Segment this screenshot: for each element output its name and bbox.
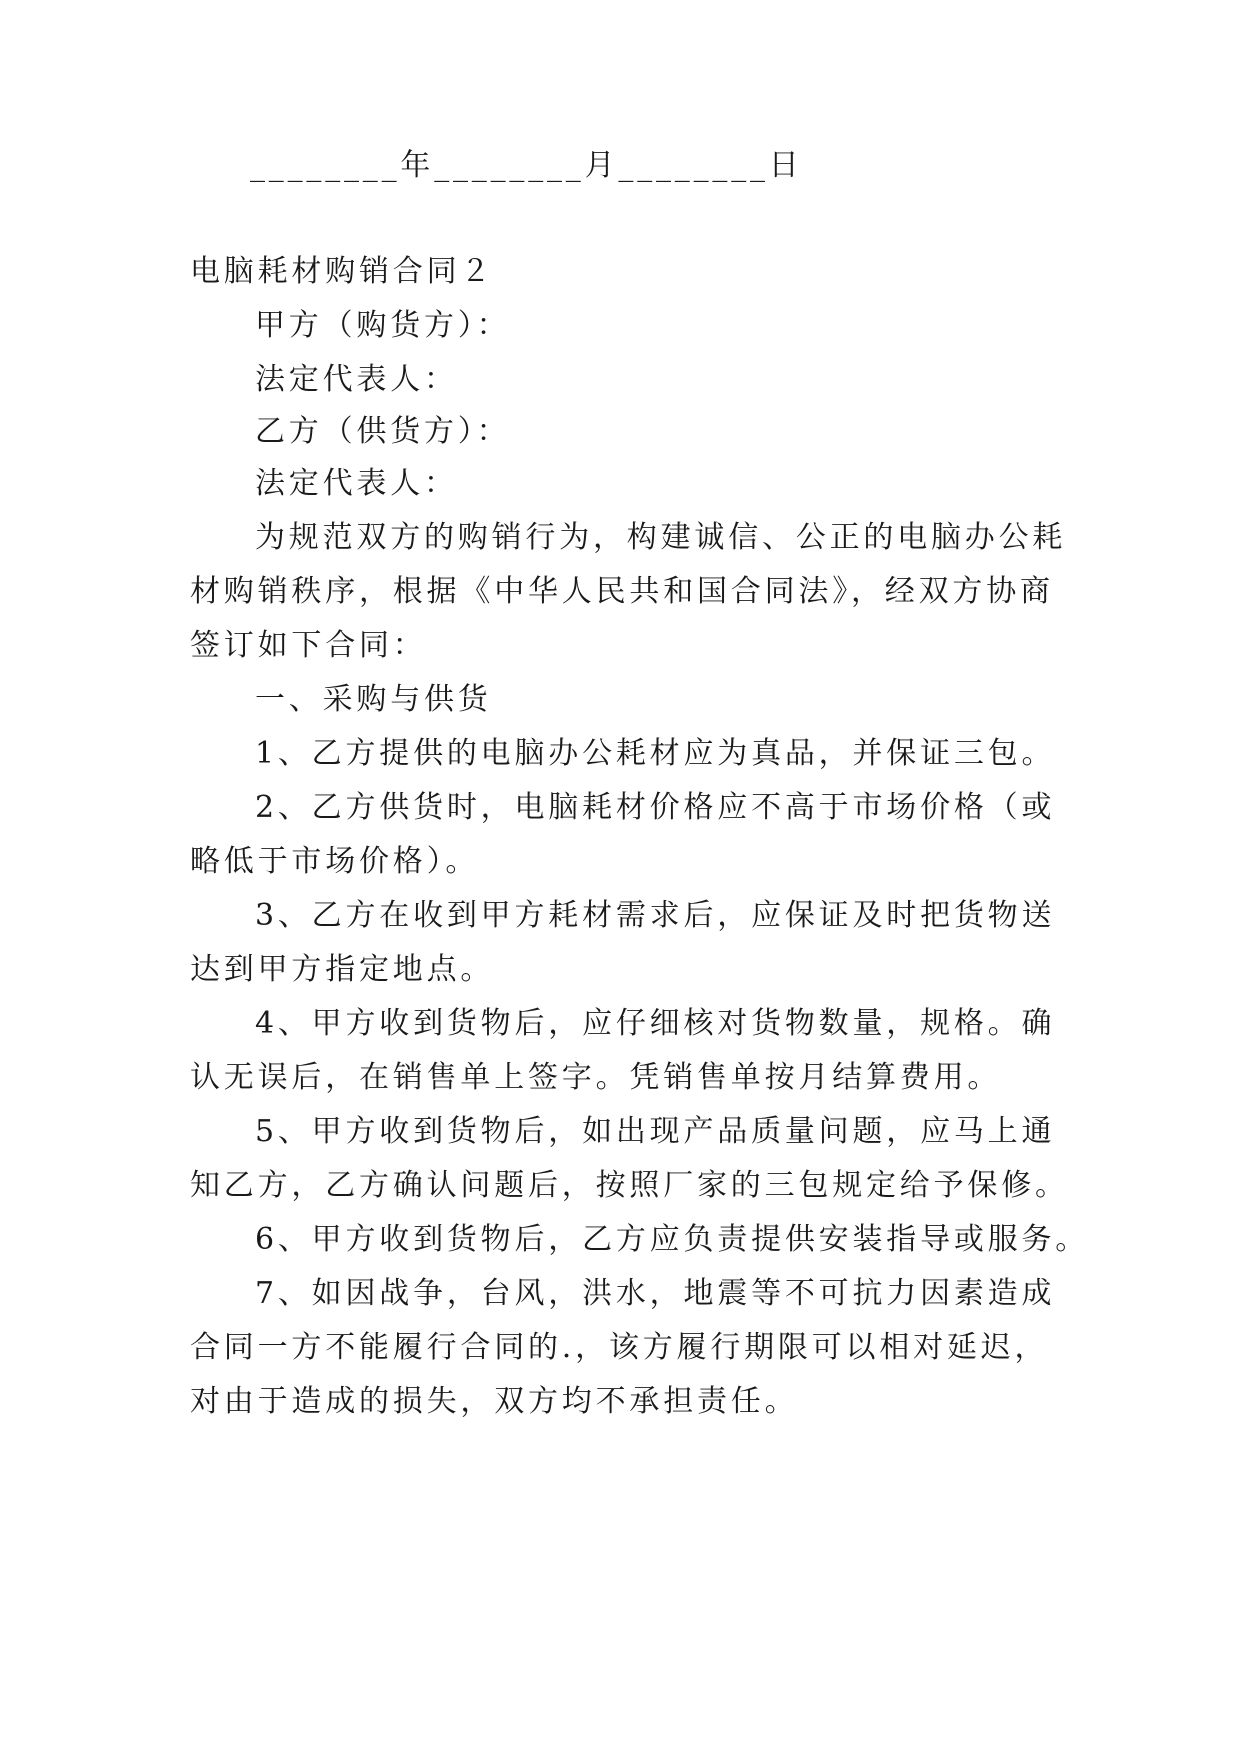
clause-1: 1、乙方提供的电脑办公耗材应为真品，并保证三包。 bbox=[255, 736, 1056, 771]
clause-3-continued: 达到甲方指定地点。 bbox=[190, 952, 495, 987]
party-b-representative-label: 法定代表人： bbox=[255, 466, 458, 501]
clause-7: 7、如因战争，台风，洪水，地震等不可抗力因素造成 bbox=[255, 1276, 1056, 1311]
section-heading: 一、采购与供货 bbox=[255, 682, 492, 717]
clause-4: 4、甲方收到货物后，应仔细核对货物数量，规格。确 bbox=[255, 1006, 1056, 1041]
date-line: ________年________月________日 bbox=[250, 148, 803, 183]
document-title: 电脑耗材购销合同２ bbox=[190, 254, 495, 289]
clause-7-continued: 对由于造成的损失，双方均不承担责任。 bbox=[190, 1384, 799, 1419]
preamble-line: 签订如下合同： bbox=[190, 628, 427, 663]
clause-5: 5、甲方收到货物后，如出现产品质量问题，应马上通 bbox=[255, 1114, 1056, 1149]
party-a-representative-label: 法定代表人： bbox=[255, 362, 458, 397]
party-b-label: 乙方（供货方）： bbox=[255, 414, 511, 449]
clause-5-continued: 知乙方，乙方确认问题后，按照厂家的三包规定给予保修。 bbox=[190, 1168, 1069, 1203]
clause-7-continued: 合同一方不能履行合同的.，该方履行期限可以相对延迟， bbox=[190, 1330, 1049, 1365]
clause-2-continued: 略低于市场价格）。 bbox=[190, 844, 480, 879]
preamble-line: 为规范双方的购销行为，构建诚信、公正的电脑办公耗 bbox=[255, 520, 1067, 555]
clause-4-continued: 认无误后，在销售单上签字。凭销售单按月结算费用。 bbox=[190, 1060, 1002, 1095]
clause-6: 6、甲方收到货物后，乙方应负责提供安装指导或服务。 bbox=[255, 1222, 1090, 1257]
party-a-label: 甲方（购货方）： bbox=[255, 308, 511, 343]
preamble-line: 材购销秩序，根据《中华人民共和国合同法》，经双方协商 bbox=[190, 574, 1054, 609]
clause-2: 2、乙方供货时，电脑耗材价格应不高于市场价格（或 bbox=[255, 790, 1056, 825]
clause-3: 3、乙方在收到甲方耗材需求后，应保证及时把货物送 bbox=[255, 898, 1056, 933]
